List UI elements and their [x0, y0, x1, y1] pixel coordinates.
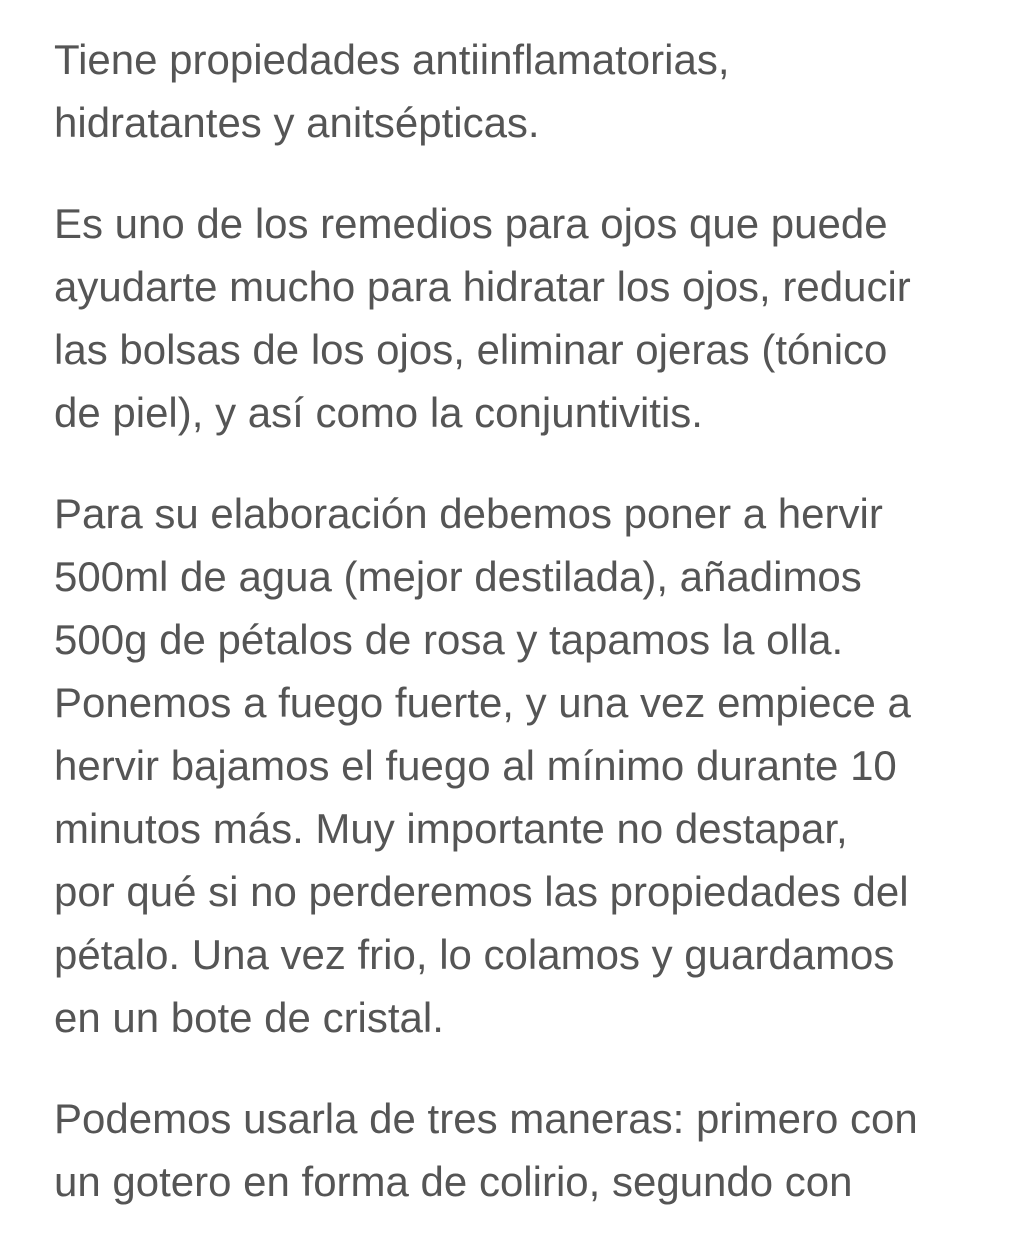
text-line: hidratantes y anitsépticas.: [54, 99, 540, 146]
text-line: pétalo. Una vez frio, lo colamos y guardamos: [54, 931, 895, 978]
text-line: en un bote de cristal.: [54, 994, 444, 1041]
paragraph-usage-methods: [54, 1087, 984, 1213]
text-line: Podemos usarla de tres maneras: primero con: [54, 1095, 918, 1142]
text-line: Para su elaboración debemos poner a hervir: [54, 490, 883, 537]
text-line: 500g de pétalos de rosa y tapamos la olla.: [54, 616, 844, 663]
paragraph-uses: [54, 192, 984, 444]
paragraph-preparation: [54, 482, 984, 1049]
article-body: [54, 28, 984, 1251]
text-line: ayudarte mucho para hidratar los ojos, reducir: [54, 263, 911, 310]
text-line: por qué si no perderemos las propiedades del: [54, 868, 909, 915]
text-line: un gotero en forma de colirio, segundo con: [54, 1158, 853, 1205]
text-line: Tiene propiedades antiinflamatorias,: [54, 36, 730, 83]
text-line: 500ml de agua (mejor destilada), añadimos: [54, 553, 862, 600]
text-line: Es uno de los remedios para ojos que puede: [54, 200, 888, 247]
text-line: minutos más. Muy importante no destapar,: [54, 805, 848, 852]
paragraph-properties: [54, 28, 984, 154]
text-line: hervir bajamos el fuego al mínimo durante 10: [54, 742, 897, 789]
text-line: las bolsas de los ojos, eliminar ojeras (tónico: [54, 326, 888, 373]
text-line: Ponemos a fuego fuerte, y una vez empiece a: [54, 679, 911, 726]
text-line: de piel), y así como la conjuntivitis.: [54, 389, 703, 436]
